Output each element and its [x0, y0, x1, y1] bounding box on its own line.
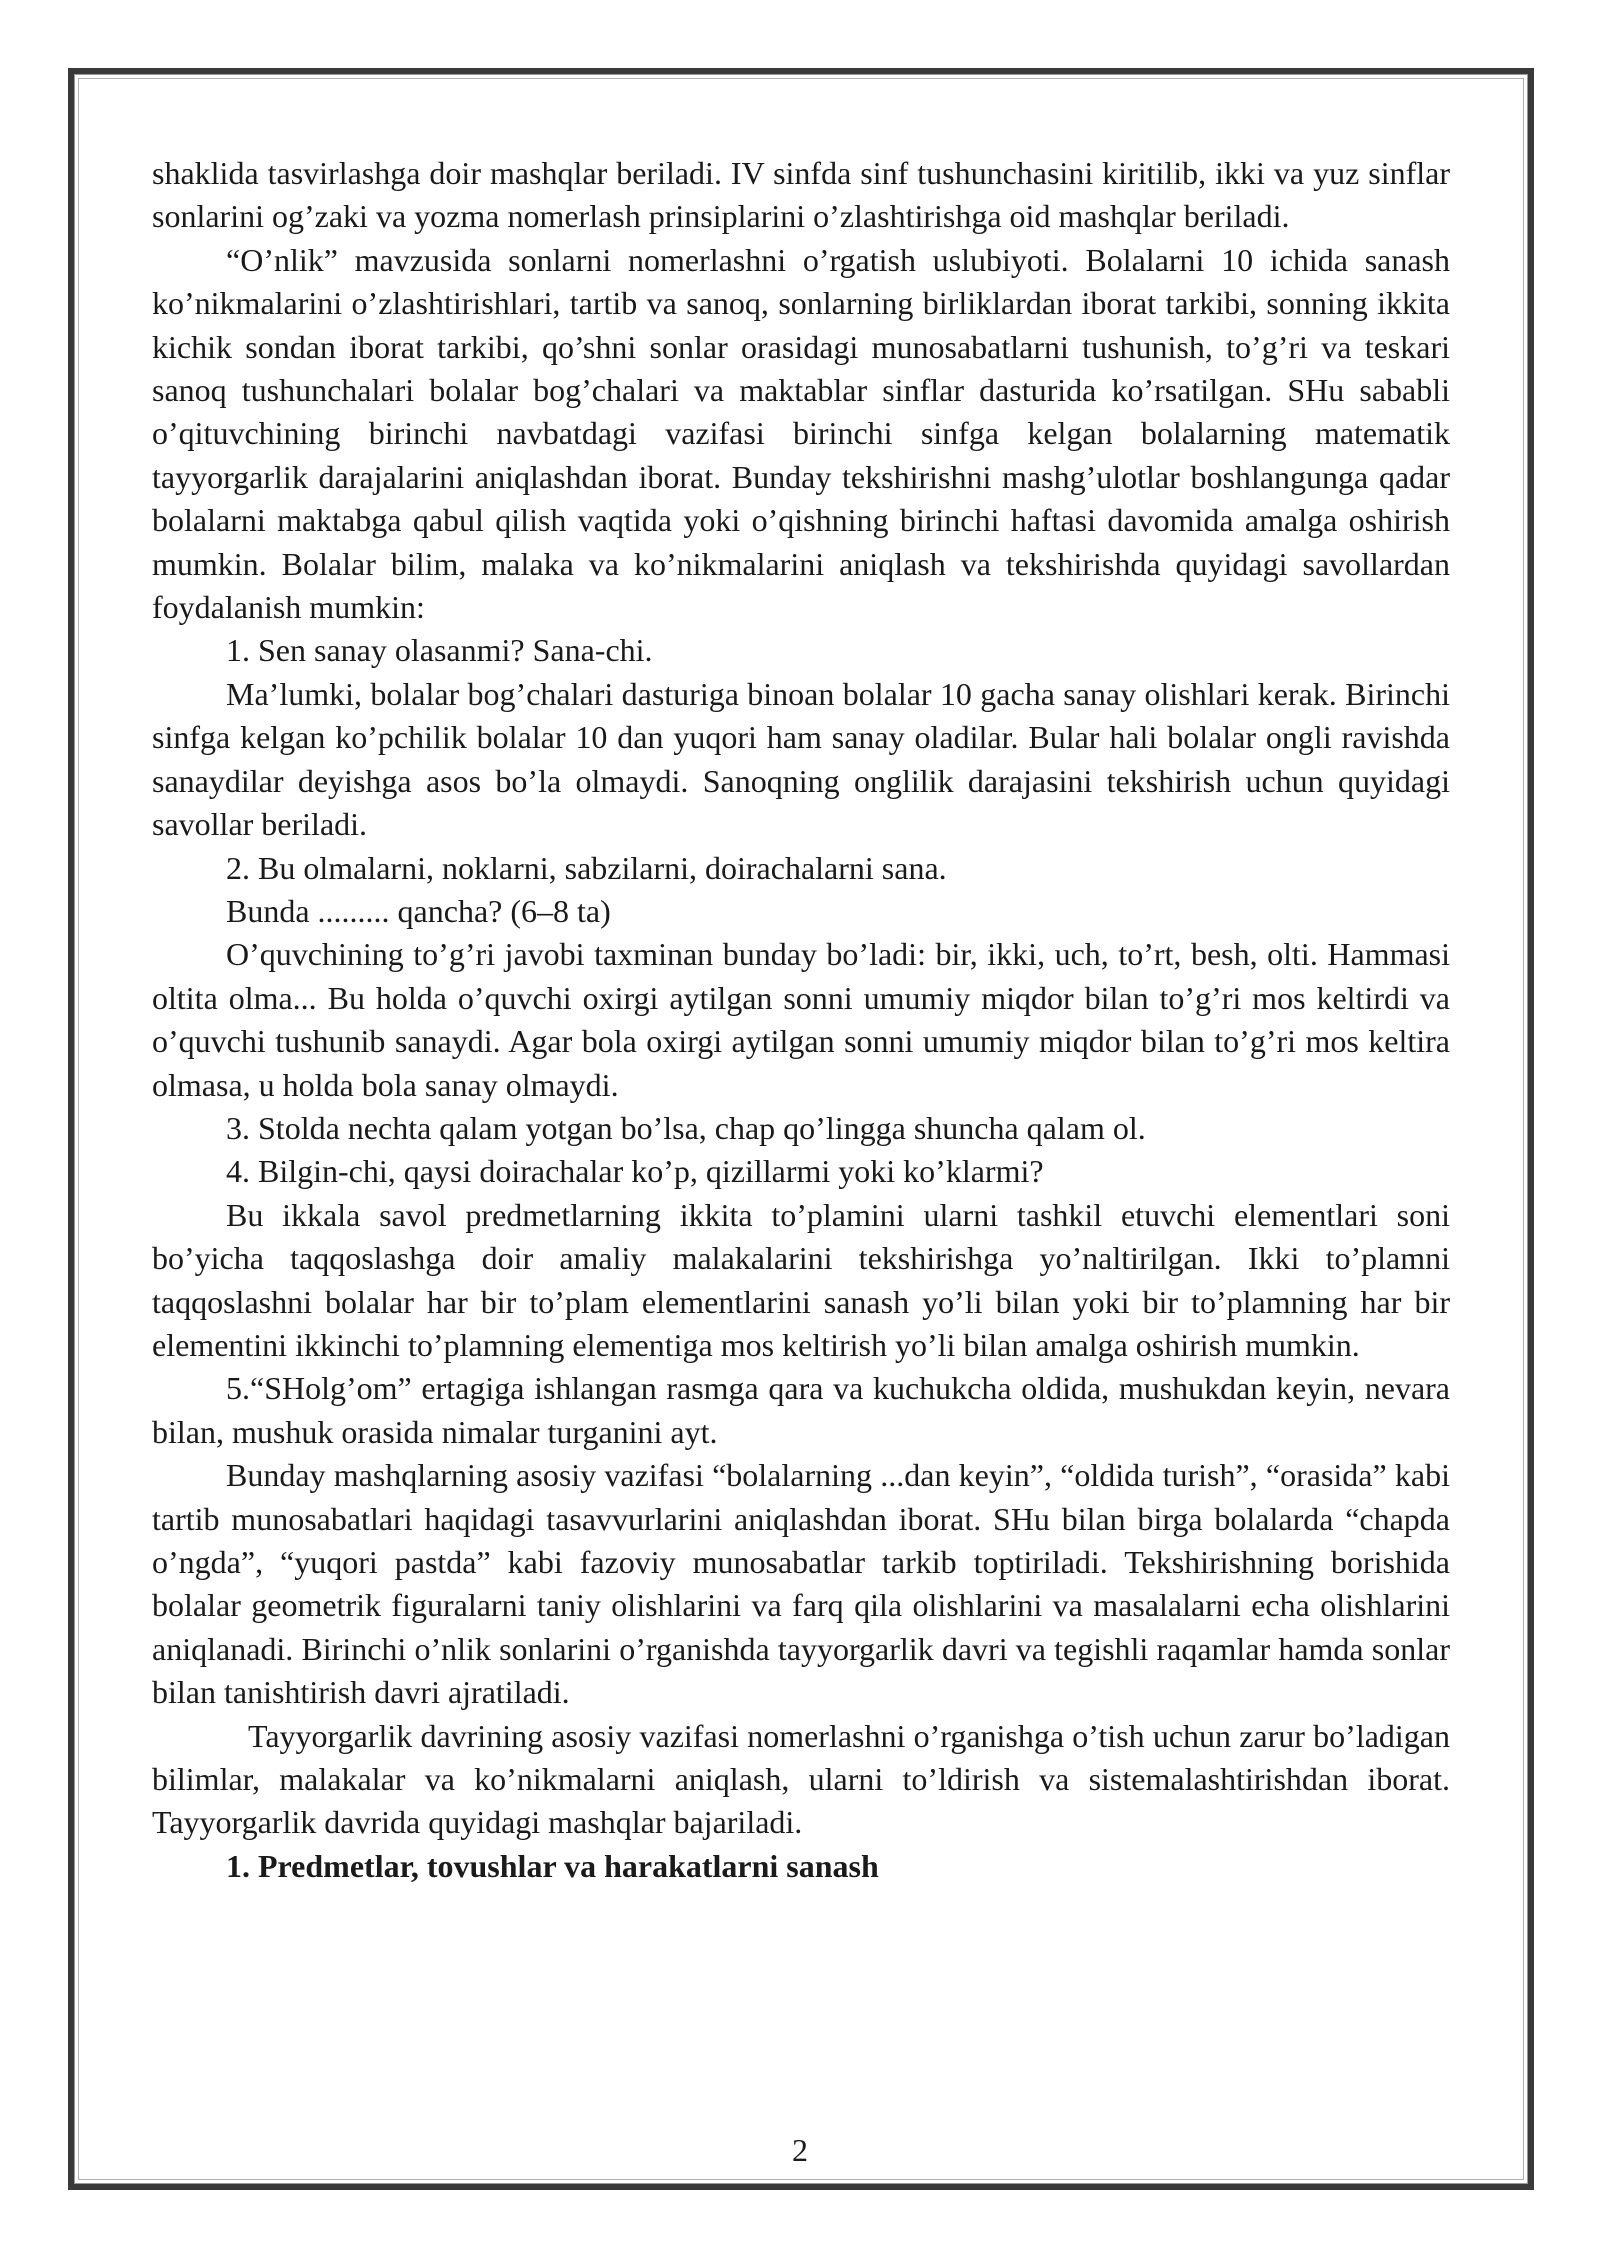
- question-3: 3. Stolda nechta qalam yotgan bo’lsa, chap qo’lingga shuncha qalam ol.: [226, 1109, 1146, 1146]
- paragraph-correct-answer: O’quvchining to’g’ri javobi taxminan bunday bo’ladi: bir, ikki, uch, to’rt, besh, olti. Hammasi oltita olma... Bu holda o’quvchi oxirgi aytilgan sonni umumiy miqdor bilan to’g’ri mos keltirdi va o’quvchi tushunib sanaydi. Agar bola oxirgi aytilgan sonni umumiy miqdor bilan to’g’ri mos keltira olmasa, u holda bola sanay olmaydi.: [152, 936, 1450, 1103]
- question-2: 2. Bu olmalarni, noklarni, sabzilarni, doirachalarni sana.: [226, 849, 947, 886]
- document-body: [152, 152, 1450, 1888]
- paragraph-preparation-period: Tayyorgarlik davrining asosiy vazifasi nomerlashni o’rganishga o’tish uchun zarur bo’ladigan bilimlar, malakalar va ko’nikmalarni aniqlash, ularni to’ldirish va sistemalashtirishdan iborat. Tayyorgarlik davrida quyidagi mashqlar bajariladi.: [152, 1717, 1450, 1841]
- paragraph-onlik-topic: “O’nlik” mavzusida sonlarni nomerlashni o’rgatish uslubiyoti. Bolalarni 10 ichida sanash ko’nikmalarini o’zlashtirishlari, tartib va sanoq, sonlarning birliklardan iborat tarkibi, sonning ikkita kichik sondan iborat tarkibi, qo’shni sonlar orasidagi munosabatlarni tushunish, to’g’ri va teskari sanoq tushunchalari bolalar bog’chalari va maktablar sinflar dasturida ko’rsatilgan. SHu sababli o’qituvchining birinchi navbatdagi vazifasi birinchi sinfga kelgan bolalarning matematik tayyorgarlik darajalarini aniqlashdan iborat. Bunday tekshirishni mashg’ulotlar boshlangunga qadar bolalarni maktabga qabul qilish vaqtida yoki o’qishning birinchi haftasi davomida amalga oshirish mumkin. Bolalar bilim, malaka va ko’nikmalarini aniqlash va tekshirishda quyidagi savollardan foydalanish mumkin:: [152, 241, 1450, 626]
- paragraph-order-relations: Bunday mashqlarning asosiy vazifasi “bolalarning ...dan keyin”, “oldida turish”, “orasida” kabi tartib munosabatlari haqidagi tasavvurlarini aniqlashdan iborat. SHu bilan birga bolalarda “chapda o’ngda”, “yuqori pastda” kabi fazoviy munosabatlar tarkib toptiriladi. Tekshirishning borishida bolalar geometrik figuralarni taniy olishlarini va farq qila olishlarini va masalalarni echa olishlarini aniqlanadi. Birinchi o’nlik sonlarini o’rganishda tayyorgarlik davri va tegishli raqamlar hamda sonlar bilan tanishtirish davri ajratiladi.: [152, 1457, 1450, 1711]
- paragraph-comparison: Bu ikkala savol predmetlarning ikkita to’plamini ularni tashkil etuvchi elementlari soni bo’yicha taqqoslashga doir amaliy malakalarini tekshirishga yo’naltirilgan. Ikki to’plamni taqqoslashni bolalar har bir to’plam elementlarini sanash yo’li bilan yoki bir to’plamning har bir elementini ikkinchi to’plamning elementiga mos keltirish yo’li bilan amalga oshirish mumkin.: [152, 1196, 1450, 1363]
- question-5: 5.“SHolg’om” ertagiga ishlangan rasmga qara va kuchukcha oldida, mushukdan keyin, nevara bilan, mushuk orasida nimalar turganini ayt.: [152, 1370, 1450, 1450]
- paragraph-counting-program: Ma’lumki, bolalar bog’chalari dasturiga binoan bolalar 10 gacha sanay olishlari kerak. Birinchi sinfga kelgan ko’pchilik bolalar 10 dan yuqori ham sanay oladilar. Bular hali bolalar ongli ravishda sanaydilar deyishga asos bo’la olmaydi. Sanoqning onglilik darajasini tekshirish uchun quyidagi savollar beriladi.: [152, 675, 1450, 843]
- question-4: 4. Bilgin-chi, qaysi doirachalar ko’p, qizillarmi yoki ko’klarmi?: [226, 1153, 1044, 1190]
- page-number: 2: [792, 2132, 808, 2168]
- section-heading: 1. Predmetlar, tovushlar va harakatlarni sanash: [226, 1847, 879, 1884]
- question-2-sub: Bunda ......... qancha? (6–8 ta): [226, 892, 611, 929]
- paragraph-intro: shaklida tasvirlashga doir mashqlar beriladi. IV sinfda sinf tushunchasini kiritilib, ikki va yuz sinflar sonlarini og’zaki va yozma nomerlash prinsiplarini o’zlashtirishga oid mashqlar beriladi.: [152, 155, 1450, 235]
- question-1: 1. Sen sanay olasanmi? Sana-chi.: [226, 632, 653, 669]
